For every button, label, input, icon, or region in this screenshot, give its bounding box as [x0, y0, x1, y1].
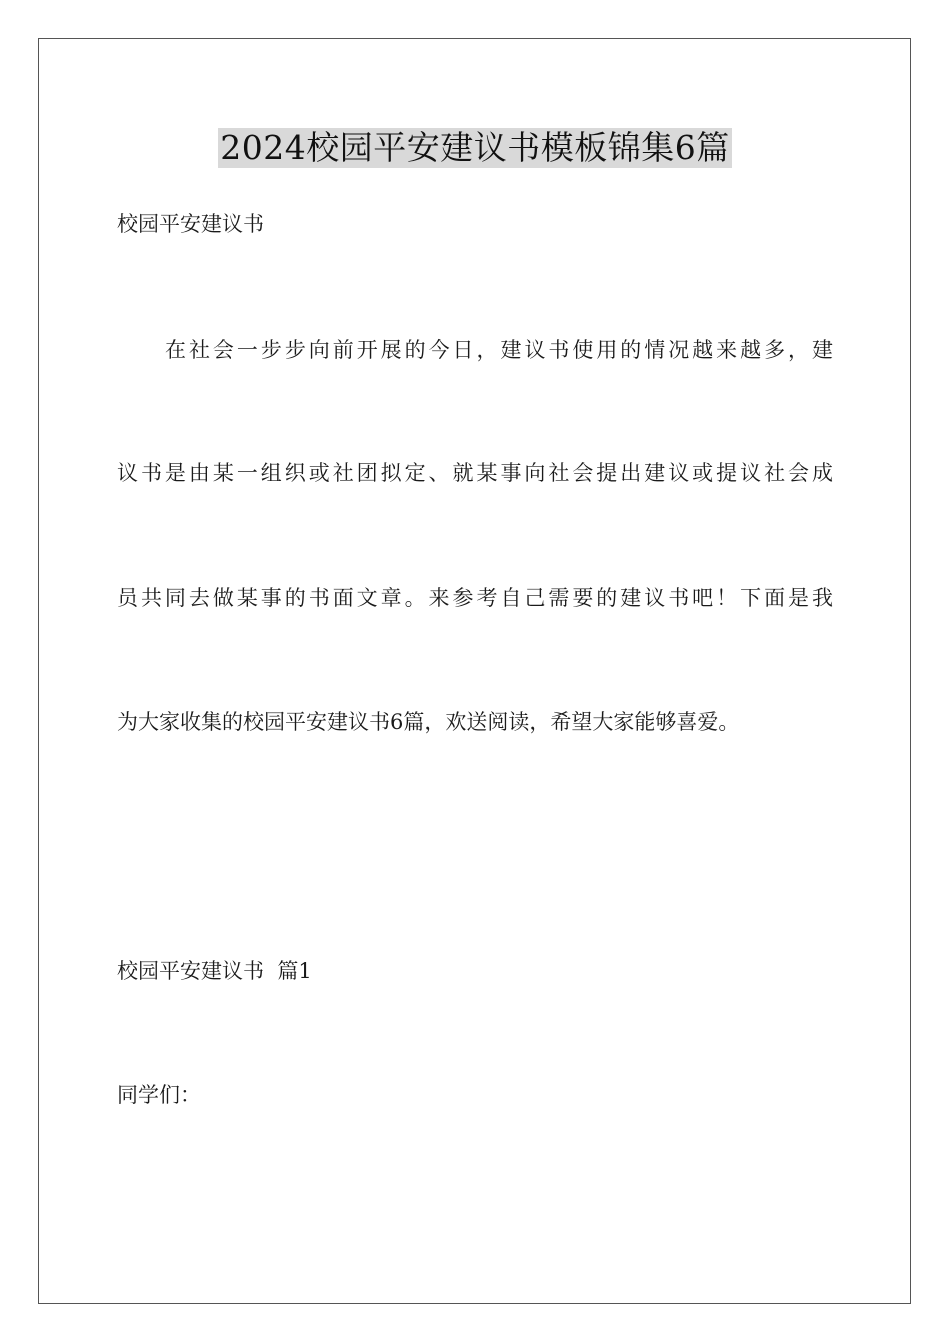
intro-paragraph-line-3: 员共同去做某事的书面文章。来参考自己需要的建议书吧！下面是我: [117, 586, 833, 610]
intro-paragraph-line-4: 为大家收集的校园平安建议书6篇，欢送阅读，希望大家能够喜爱。: [117, 710, 740, 734]
intro-paragraph-line-1: 在社会一步步向前开展的今日，建议书使用的情况越来越多，建: [165, 338, 833, 362]
title-container: [0, 128, 950, 168]
section-heading: 校园平安建议书 篇1: [117, 959, 312, 983]
intro-paragraph-line-2: 议书是由某一组织或社团拟定、就某事向社会提出建议或提议社会成: [117, 461, 833, 485]
document-title: 2024校园平安建议书模板锦集6篇: [220, 128, 730, 167]
document-subtitle: 校园平安建议书: [117, 212, 264, 236]
salutation: 同学们：: [117, 1083, 201, 1107]
